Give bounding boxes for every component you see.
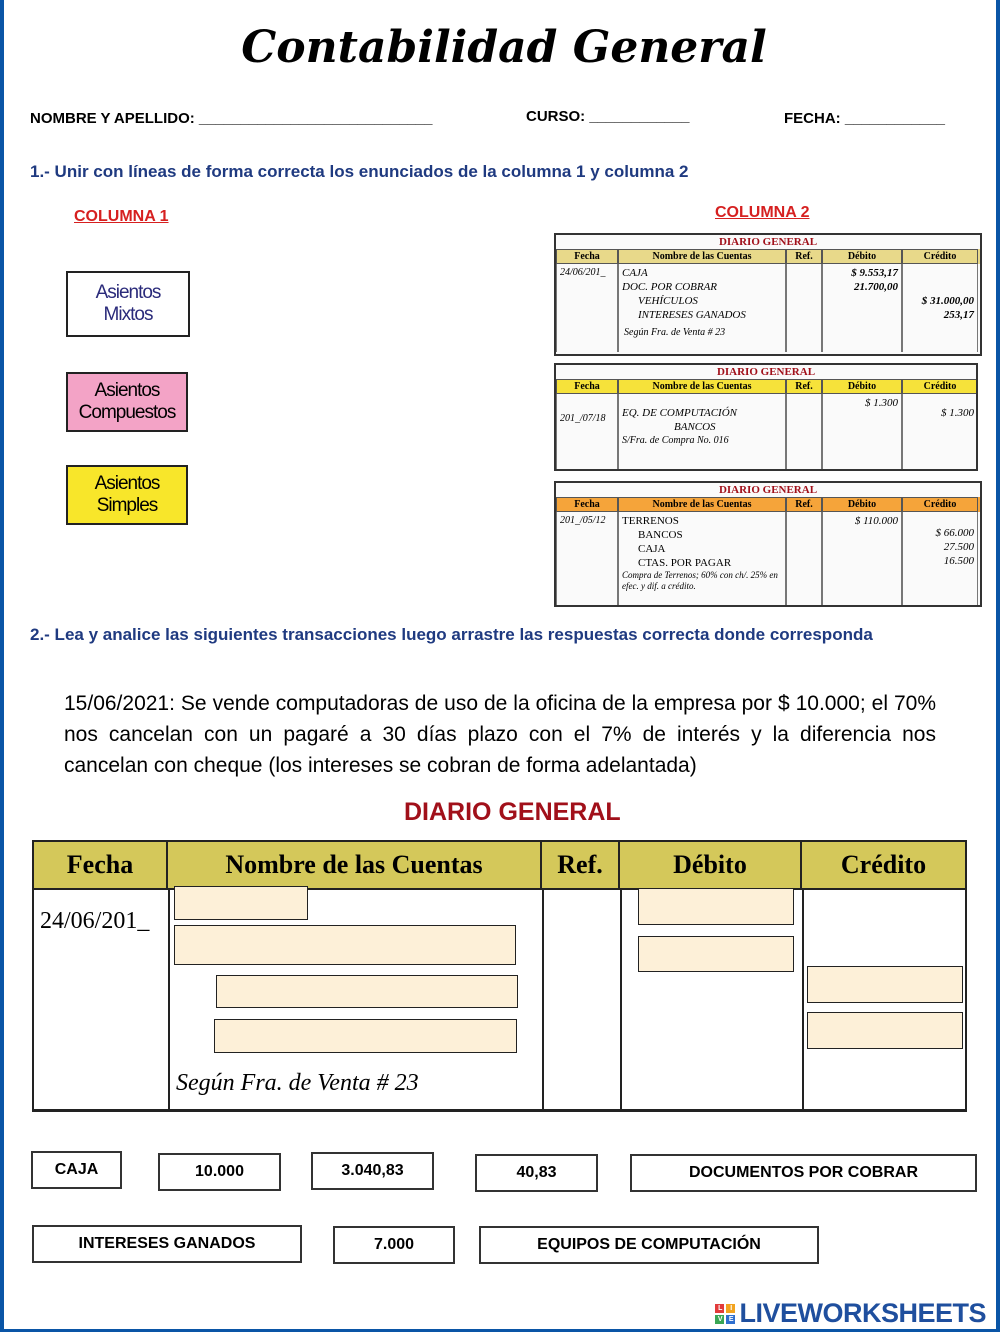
account-line: BANCOS <box>674 421 716 433</box>
col-header-fecha: Fecha <box>556 249 618 264</box>
drop-zone-account-2[interactable] <box>174 925 516 965</box>
col-header-credito: Crédito <box>840 850 927 879</box>
credit-value: 27.500 <box>943 541 974 553</box>
logo-blocks-icon <box>715 1304 735 1324</box>
col-header-ref: Ref. <box>786 249 822 264</box>
col-header-debito: Débito <box>822 379 902 394</box>
journal-credits <box>902 394 978 469</box>
credit-value: 253,17 <box>943 309 974 321</box>
large-journal-title: DIARIO GENERAL <box>404 798 621 826</box>
answer-3040-83[interactable]: 3.040,83 <box>311 1152 434 1190</box>
account-line: CAJA <box>638 543 666 555</box>
account-line: VEHÍCULOS <box>638 295 698 307</box>
account-line: CAJA <box>622 267 648 279</box>
journal-accounts <box>618 512 786 605</box>
journal-accounts <box>618 264 786 352</box>
column-divider <box>542 890 544 1112</box>
journal-entry-mixed[interactable] <box>554 233 982 356</box>
col-header-cuentas: Nombre de las Cuentas <box>168 842 542 888</box>
name-field-label: NOMBRE Y APELLIDO: ____________________________ <box>30 110 433 127</box>
debit-value: $ 9.553,17 <box>851 267 898 279</box>
logo-text: LIVEWORKSHEETS <box>739 1298 986 1328</box>
liveworksheets-logo <box>715 1298 986 1329</box>
col-header-credito: Crédito <box>902 249 978 264</box>
col-header-debito: Débito <box>822 249 902 264</box>
question-2-instruction: 2.- Lea y analice las siguientes transacciones luego arrastre las respuestas correcta donde corresponda <box>30 625 873 644</box>
col-header-cuentas: Nombre de las Cuentas <box>618 379 786 394</box>
answer-documentos-por-cobrar[interactable]: DOCUMENTOS POR COBRAR <box>630 1154 977 1192</box>
answer-7000[interactable]: 7.000 <box>333 1226 455 1264</box>
drop-zone-debit-2[interactable] <box>638 936 794 972</box>
col-header-debito: Débito <box>620 842 802 888</box>
answer-10000[interactable]: 10.000 <box>158 1153 281 1191</box>
journal-date: 24/06/201_ <box>556 264 618 352</box>
course-field-label: CURSO: ____________ <box>526 108 690 125</box>
card-label-line1: Asientos <box>95 282 161 303</box>
card-label-line2: Mixtos <box>103 304 153 325</box>
logo-block: L <box>715 1304 724 1313</box>
journal-debits <box>822 394 902 469</box>
credit-value: $ 1.300 <box>941 407 974 419</box>
account-line: INTERESES GANADOS <box>638 309 746 321</box>
column-1-title: COLUMNA 1 <box>74 208 169 225</box>
journal-ref <box>786 512 822 605</box>
journal-note: S/Fra. de Compra No. 016 <box>622 435 729 446</box>
answer-intereses-ganados[interactable]: INTERESES GANADOS <box>32 1225 302 1263</box>
col-header-fecha: Fecha <box>556 379 618 394</box>
card-label-line1: Asientos <box>94 380 160 401</box>
col-header-credito: Crédito <box>902 379 978 394</box>
column-2-title: COLUMNA 2 <box>715 204 810 221</box>
col-header-fecha: Fecha <box>556 497 618 512</box>
drop-zone-credit-1[interactable] <box>807 966 963 1003</box>
journal-note: Según Fra. de Venta # 23 <box>624 327 726 338</box>
col-header-cuentas: Nombre de las Cuentas <box>618 249 786 264</box>
logo-block: E <box>726 1315 735 1324</box>
journal-debits <box>822 512 902 605</box>
card-asientos-simples[interactable] <box>66 465 188 525</box>
logo-block: V <box>715 1315 724 1324</box>
transaction-text: 15/06/2021: Se vende computadoras de uso de la oficina de la empresa por $ 10.000; el 70% nos cancelan con un pagaré a 30 días plazo con el 7% de interés y la diferencia nos cancelan con cheque (los intereses se cobran de forma adelantada) <box>64 692 936 777</box>
journal-date: 201_/07/18 <box>556 394 618 469</box>
drop-zone-debit-1[interactable] <box>638 888 794 925</box>
column-divider <box>620 890 622 1112</box>
question-1-instruction: 1.- Unir con líneas de forma correcta los enunciados de la columna 1 y columna 2 <box>30 162 689 181</box>
journal-title: DIARIO GENERAL <box>718 236 818 248</box>
answer-caja[interactable]: CAJA <box>31 1151 122 1189</box>
drop-zone-account-4[interactable] <box>214 1019 517 1053</box>
answer-equipos-de-computacion[interactable]: EQUIPOS DE COMPUTACIÓN <box>479 1226 819 1264</box>
card-label-line1: Asientos <box>94 473 160 494</box>
col-header-ref: Ref. <box>786 497 822 512</box>
card-label-line2: Simples <box>96 495 158 516</box>
journal-ref <box>786 394 822 469</box>
debit-value: $ 110.000 <box>854 515 898 527</box>
account-line: EQ. DE COMPUTACIÓN <box>622 407 737 419</box>
col-header-debito: Débito <box>822 497 902 512</box>
card-asientos-mixtos[interactable] <box>66 271 190 337</box>
journal-ref <box>786 264 822 352</box>
logo-block: I <box>726 1304 735 1313</box>
page-title: Contabilidad General <box>241 22 767 73</box>
credit-value: $ 31.000,00 <box>921 295 974 307</box>
journal-entry-simple[interactable] <box>554 363 978 471</box>
col-header-ref: Ref. <box>542 842 620 888</box>
credit-value: 16.500 <box>943 555 974 567</box>
card-label-line2: Compuestos <box>78 402 176 423</box>
drop-zone-account-3[interactable] <box>216 975 518 1008</box>
journal-entry-compound[interactable] <box>554 481 982 607</box>
card-asientos-compuestos[interactable] <box>66 372 188 432</box>
journal-accounts <box>618 394 786 469</box>
journal-debits <box>822 264 902 352</box>
account-line: BANCOS <box>638 529 683 541</box>
drop-zone-credit-2[interactable] <box>807 1012 963 1049</box>
debit-value: $ 1.300 <box>865 397 898 409</box>
large-journal-note: Según Fra. de Venta # 23 <box>176 1070 419 1096</box>
drop-zone-account-1[interactable] <box>174 886 308 920</box>
col-header-cuentas: Nombre de las Cuentas <box>618 497 786 512</box>
journal-credits <box>902 512 978 605</box>
large-journal-date: 24/06/201_ <box>40 908 150 934</box>
answer-40-83[interactable]: 40,83 <box>475 1154 598 1192</box>
account-line: CTAS. POR PAGAR <box>638 557 732 569</box>
column-divider <box>168 890 170 1112</box>
col-header-fecha: Fecha <box>34 842 168 888</box>
journal-credits <box>902 264 978 352</box>
col-header-credito: Crédito <box>902 497 978 512</box>
account-line: DOC. POR COBRAR <box>622 281 718 293</box>
col-header-ref: Ref. <box>786 379 822 394</box>
journal-title: DIARIO GENERAL <box>718 484 818 496</box>
account-line: TERRENOS <box>622 515 679 527</box>
date-field-label: FECHA: ____________ <box>784 110 945 127</box>
column-divider <box>802 890 804 1112</box>
journal-title: DIARIO GENERAL <box>716 366 816 378</box>
debit-value: 21.700,00 <box>854 281 898 293</box>
journal-note: Compra de Terrenos; 60% con ch/. 25% en efec. y dif. a crédito. <box>622 570 778 591</box>
journal-date: 201_/05/12 <box>556 512 618 605</box>
credit-value: $ 66.000 <box>935 527 974 539</box>
large-journal-header <box>32 840 967 890</box>
